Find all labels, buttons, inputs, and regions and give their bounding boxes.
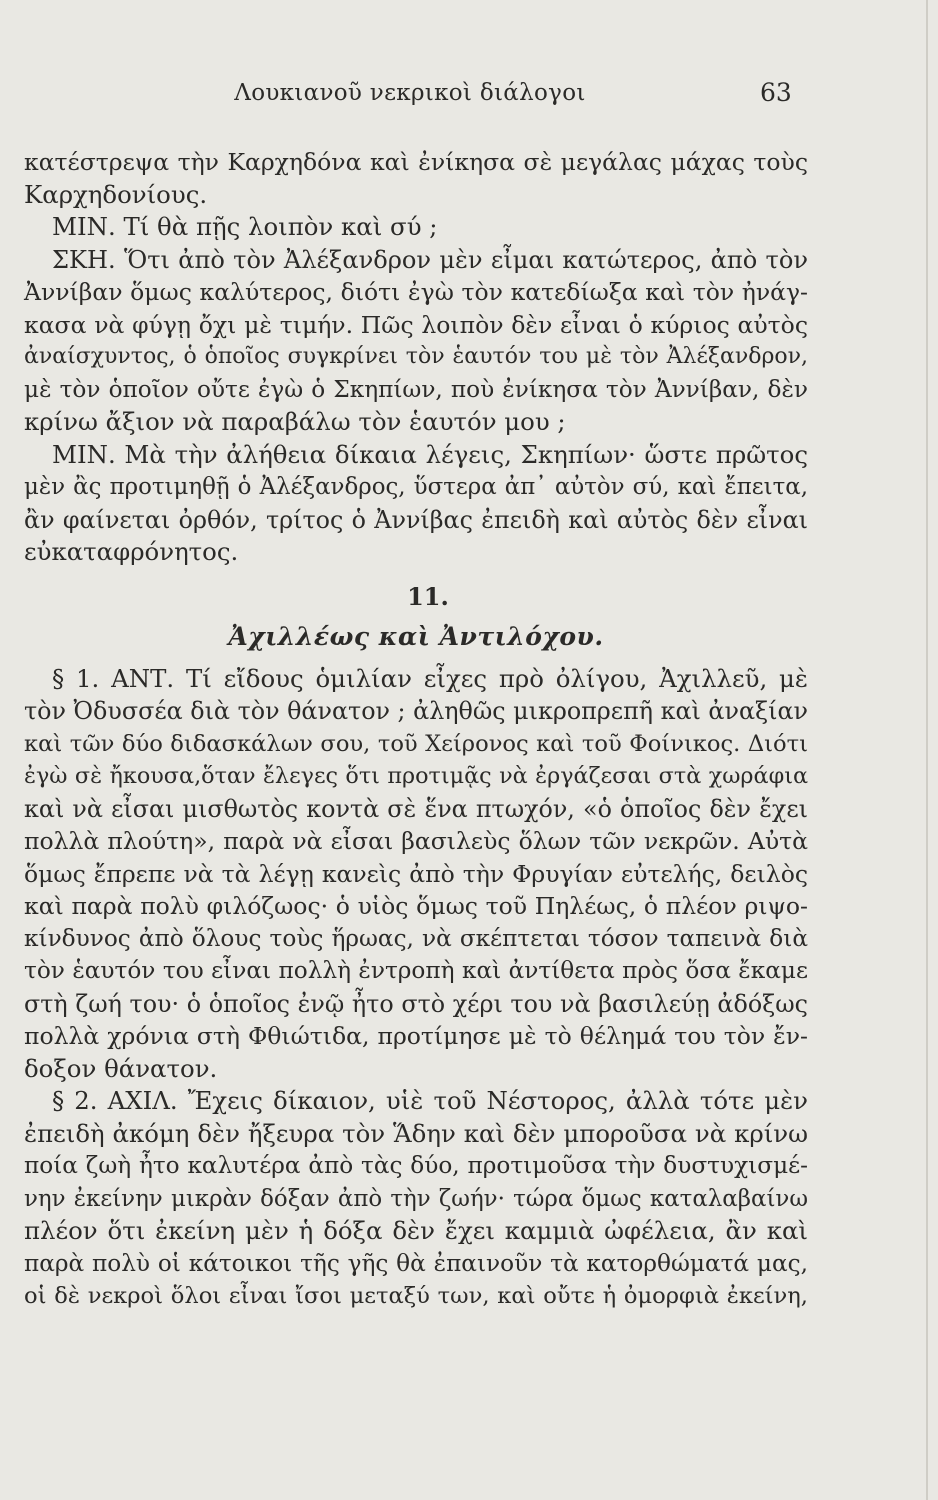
text-line: ἂν φαίνεται ὀρθόν, τρίτος ὁ Ἀννίβας ἐπειδὴ καὶ αὐτὸς δὲν εἶναι [24,505,808,534]
text-line: καὶ τῶν δύο διδασκάλων σου, τοῦ Χείρονος καὶ τοῦ Φοίνικος. Διότι [24,730,808,757]
text-line: οἱ δὲ νεκροὶ ὅλοι εἶναι ἴσοι μεταξύ των, καὶ οὔτε ἡ ὀμορφιὰ ἐκείνη, [24,1283,808,1309]
text-line: ἐγὼ σὲ ἤκουσα,ὅταν ἔλεγες ὅτι προτιμᾷς νὰ ἐργάζεσαι στὰ χωράφια [24,763,808,789]
text-line: εὐκαταφρόνητος. [24,537,239,566]
text-line: ΣΚΗ. Ὅτι ἀπὸ τὸν Ἀλέξανδρον μὲν εἶμαι κατώτερος, ἀπὸ τὸν [52,245,808,274]
page-number: 63 [760,78,792,107]
text-line: ἐπειδὴ ἀκόμη δὲν ἤξευρα τὸν Ἅδην καὶ δὲν μποροῦσα νὰ κρίνω [24,1118,808,1148]
text-line: ποία ζωὴ ἦτο καλυτέρα ἀπὸ τὰς δύο, προτιμοῦσα τὴν δυστυχισμέ- [24,1152,808,1179]
text-line: πολλὰ πλούτη», παρὰ νὰ εἶσαι βασιλεὺς ὅλων τῶν νεκρῶν. Αὐτὰ [24,827,808,855]
text-line: κρίνω ἄξιον νὰ παραβάλω τὸν ἑαυτόν μου ; [24,407,566,436]
text-line: § 2. ΑΧΙΛ. Ἔχεις δίκαιον, υἱὲ τοῦ Νέστορος, ἀλλὰ τότε μὲν [52,1086,808,1115]
section-number: 11. [407,581,449,611]
text-line: πολλὰ χρόνια στὴ Φθιώτιδα, προτίμησε μὲ τὸ θέλημά του τὸν ἔν- [24,1022,808,1050]
text-line: δοξον θάνατον. [24,1053,218,1083]
text-line: Ἀννίβαν ὅμως καλύτερος, διότι ἐγὼ τὸν κατεδίωξα καὶ τὸν ἠνάγ- [24,278,808,306]
text-line: μὲ τὸν ὁποῖον οὔτε ἐγὼ ὁ Σκηπίων, ποὺ ἐνίκησα τὸν Ἀννίβαν, δὲν [24,375,808,403]
text-line: μὲν ἂς προτιμηθῇ ὁ Ἀλέξανδρος, ὕστερα ἀπ᾽ αὐτὸν σύ, καὶ ἔπειτα, [24,474,808,500]
text-line: § 1. ΑΝΤ. Τί εἴδους ὁμιλίαν εἶχες πρὸ ὀλίγου, Ἀχιλλεῦ, μὲ [52,663,808,693]
page-edge [926,0,928,1500]
page-header [0,74,938,114]
text-line: ΜΙΝ. Μὰ τὴν ἀλήθεια δίκαια λέγεις, Σκηπίων· ὥστε πρῶτος [52,439,808,469]
text-line: Καρχηδονίους. [24,179,208,209]
text-line: καὶ παρὰ πολὺ φιλόζωος· ὁ υἱὸς ὅμως τοῦ Πηλέως, ὁ πλέον ριψο- [24,892,808,920]
text-line: κίνδυνος ἀπὸ ὅλους τοὺς ἥρωας, νὰ σκέπτεται τόσον ταπεινὰ διὰ [24,924,808,952]
text-line: στὴ ζωή του· ὁ ὁποῖος ἐνῷ ἦτο στὸ χέρι του νὰ βασιλεύῃ ἀδόξως [24,989,808,1018]
body-text [24,146,808,1313]
text-line: τὸν ἑαυτόν του εἶναι πολλὴ ἐντροπὴ καὶ ἀντίθετα πρὸς ὅσα ἔκαμε [24,957,808,984]
text-line: καὶ νὰ εἶσαι μισθωτὸς κοντὰ σὲ ἕνα πτωχόν, «ὁ ὁποῖος δὲν ἔχει [24,794,808,823]
text-line: πλέον ὅτι ἐκείνη μὲν ἡ δόξα δὲν ἔχει καμμιὰ ὠφέλεια, ἂν καὶ [24,1216,808,1245]
text-line: ΜΙΝ. Τί θὰ πῇς λοιπὸν καὶ σύ ; [52,212,438,241]
text-line: παρὰ πολὺ οἱ κάτοικοι τῆς γῆς θὰ ἐπαινοῦν τὰ κατορθώματά μας, [24,1249,808,1277]
text-line: κασα νὰ φύγῃ ὄχι μὲ τιμήν. Πῶς λοιπὸν δὲν εἶναι ὁ κύριος αὐτὸς [24,310,808,339]
section-title: Ἀχιλλέως καὶ Ἀντιλόχου. [228,621,604,651]
text-line: ἀναίσχυντος, ὁ ὁποῖος συγκρίνει τὸν ἑαυτόν του μὲ τὸν Ἀλέξανδρον, [24,344,808,369]
text-line: νην ἐκείνην μικρὰν δόξαν ἀπὸ τὴν ζωήν· τώρα ὅμως καταλαβαίνω [24,1185,808,1212]
text-line: τὸν Ὀδυσσέα διὰ τὸν θάνατον ; ἀληθῶς μικροπρεπῆ καὶ ἀναξίαν [24,697,808,725]
running-title: Λουκιανοῦ νεκρικοὶ διάλογοι [234,80,586,106]
text-line: ὅμως ἔπρεπε νὰ τὰ λέγῃ κανεὶς ἀπὸ τὴν Φρυγίαν εὐτελής, δειλὸς [24,859,808,888]
text-line: κατέστρεψα τὴν Καρχηδόνα καὶ ἐνίκησα σὲ μεγάλας μάχας τοὺς [24,148,808,176]
